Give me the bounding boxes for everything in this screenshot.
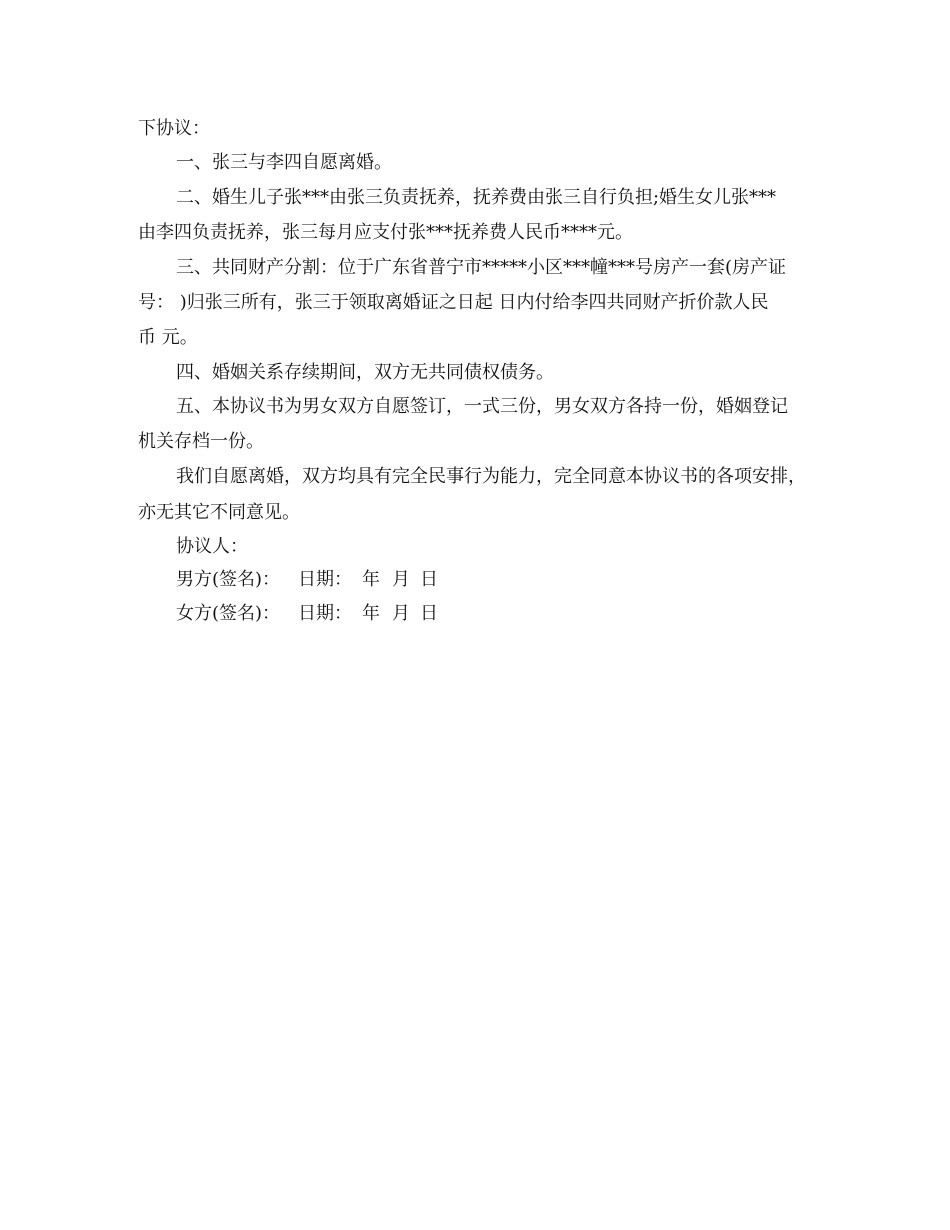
clause-3-line-1: 三、共同财产分割：位于广东省普宁市*****小区***幢***号房产一套(房产证 [176, 257, 787, 278]
clause-5-line-2: 机关存档一份。 [138, 431, 264, 452]
male-month-label: 月 [392, 569, 410, 590]
clause-1: 一、张三与李四自愿离婚。 [176, 152, 392, 173]
male-signature-label: 男方(签名)： [176, 569, 281, 590]
clause-5-line-1: 五、本协议书为男女双方自愿签订，一式三份，男女双方各持一份，婚姻登记 [176, 396, 788, 417]
clause-3-line-3: 币 元。 [138, 327, 198, 348]
statement-line-2: 亦无其它不同意见。 [138, 502, 300, 523]
male-day-label: 日 [420, 569, 438, 590]
clause-2-line-2: 由李四负责抚养，张三每月应支付张***抚养费人民币****元。 [138, 222, 633, 243]
female-date-label: 日期： [298, 603, 352, 624]
female-signature-label: 女方(签名)： [176, 603, 281, 624]
clause-4: 四、婚姻关系存续期间，双方无共同债权债务。 [176, 362, 554, 383]
female-month-label: 月 [392, 603, 410, 624]
male-year-label: 年 [362, 569, 380, 590]
intro-line: 下协议： [138, 118, 210, 139]
clause-2-line-1: 二、婚生儿子张***由张三负责抚养，抚养费由张三自行负担;婚生女儿张*** [176, 187, 777, 208]
male-date-label: 日期： [298, 569, 352, 590]
signatories-label: 协议人： [176, 536, 248, 557]
clause-3-line-2: 号： )归张三所有，张三于领取离婚证之日起 日内付给李四共同财产折价款人民 [138, 292, 769, 313]
female-year-label: 年 [362, 603, 380, 624]
statement-line-1: 我们自愿离婚，双方均具有完全民事行为能力，完全同意本协议书的各项安排， [176, 466, 806, 487]
female-day-label: 日 [420, 603, 438, 624]
